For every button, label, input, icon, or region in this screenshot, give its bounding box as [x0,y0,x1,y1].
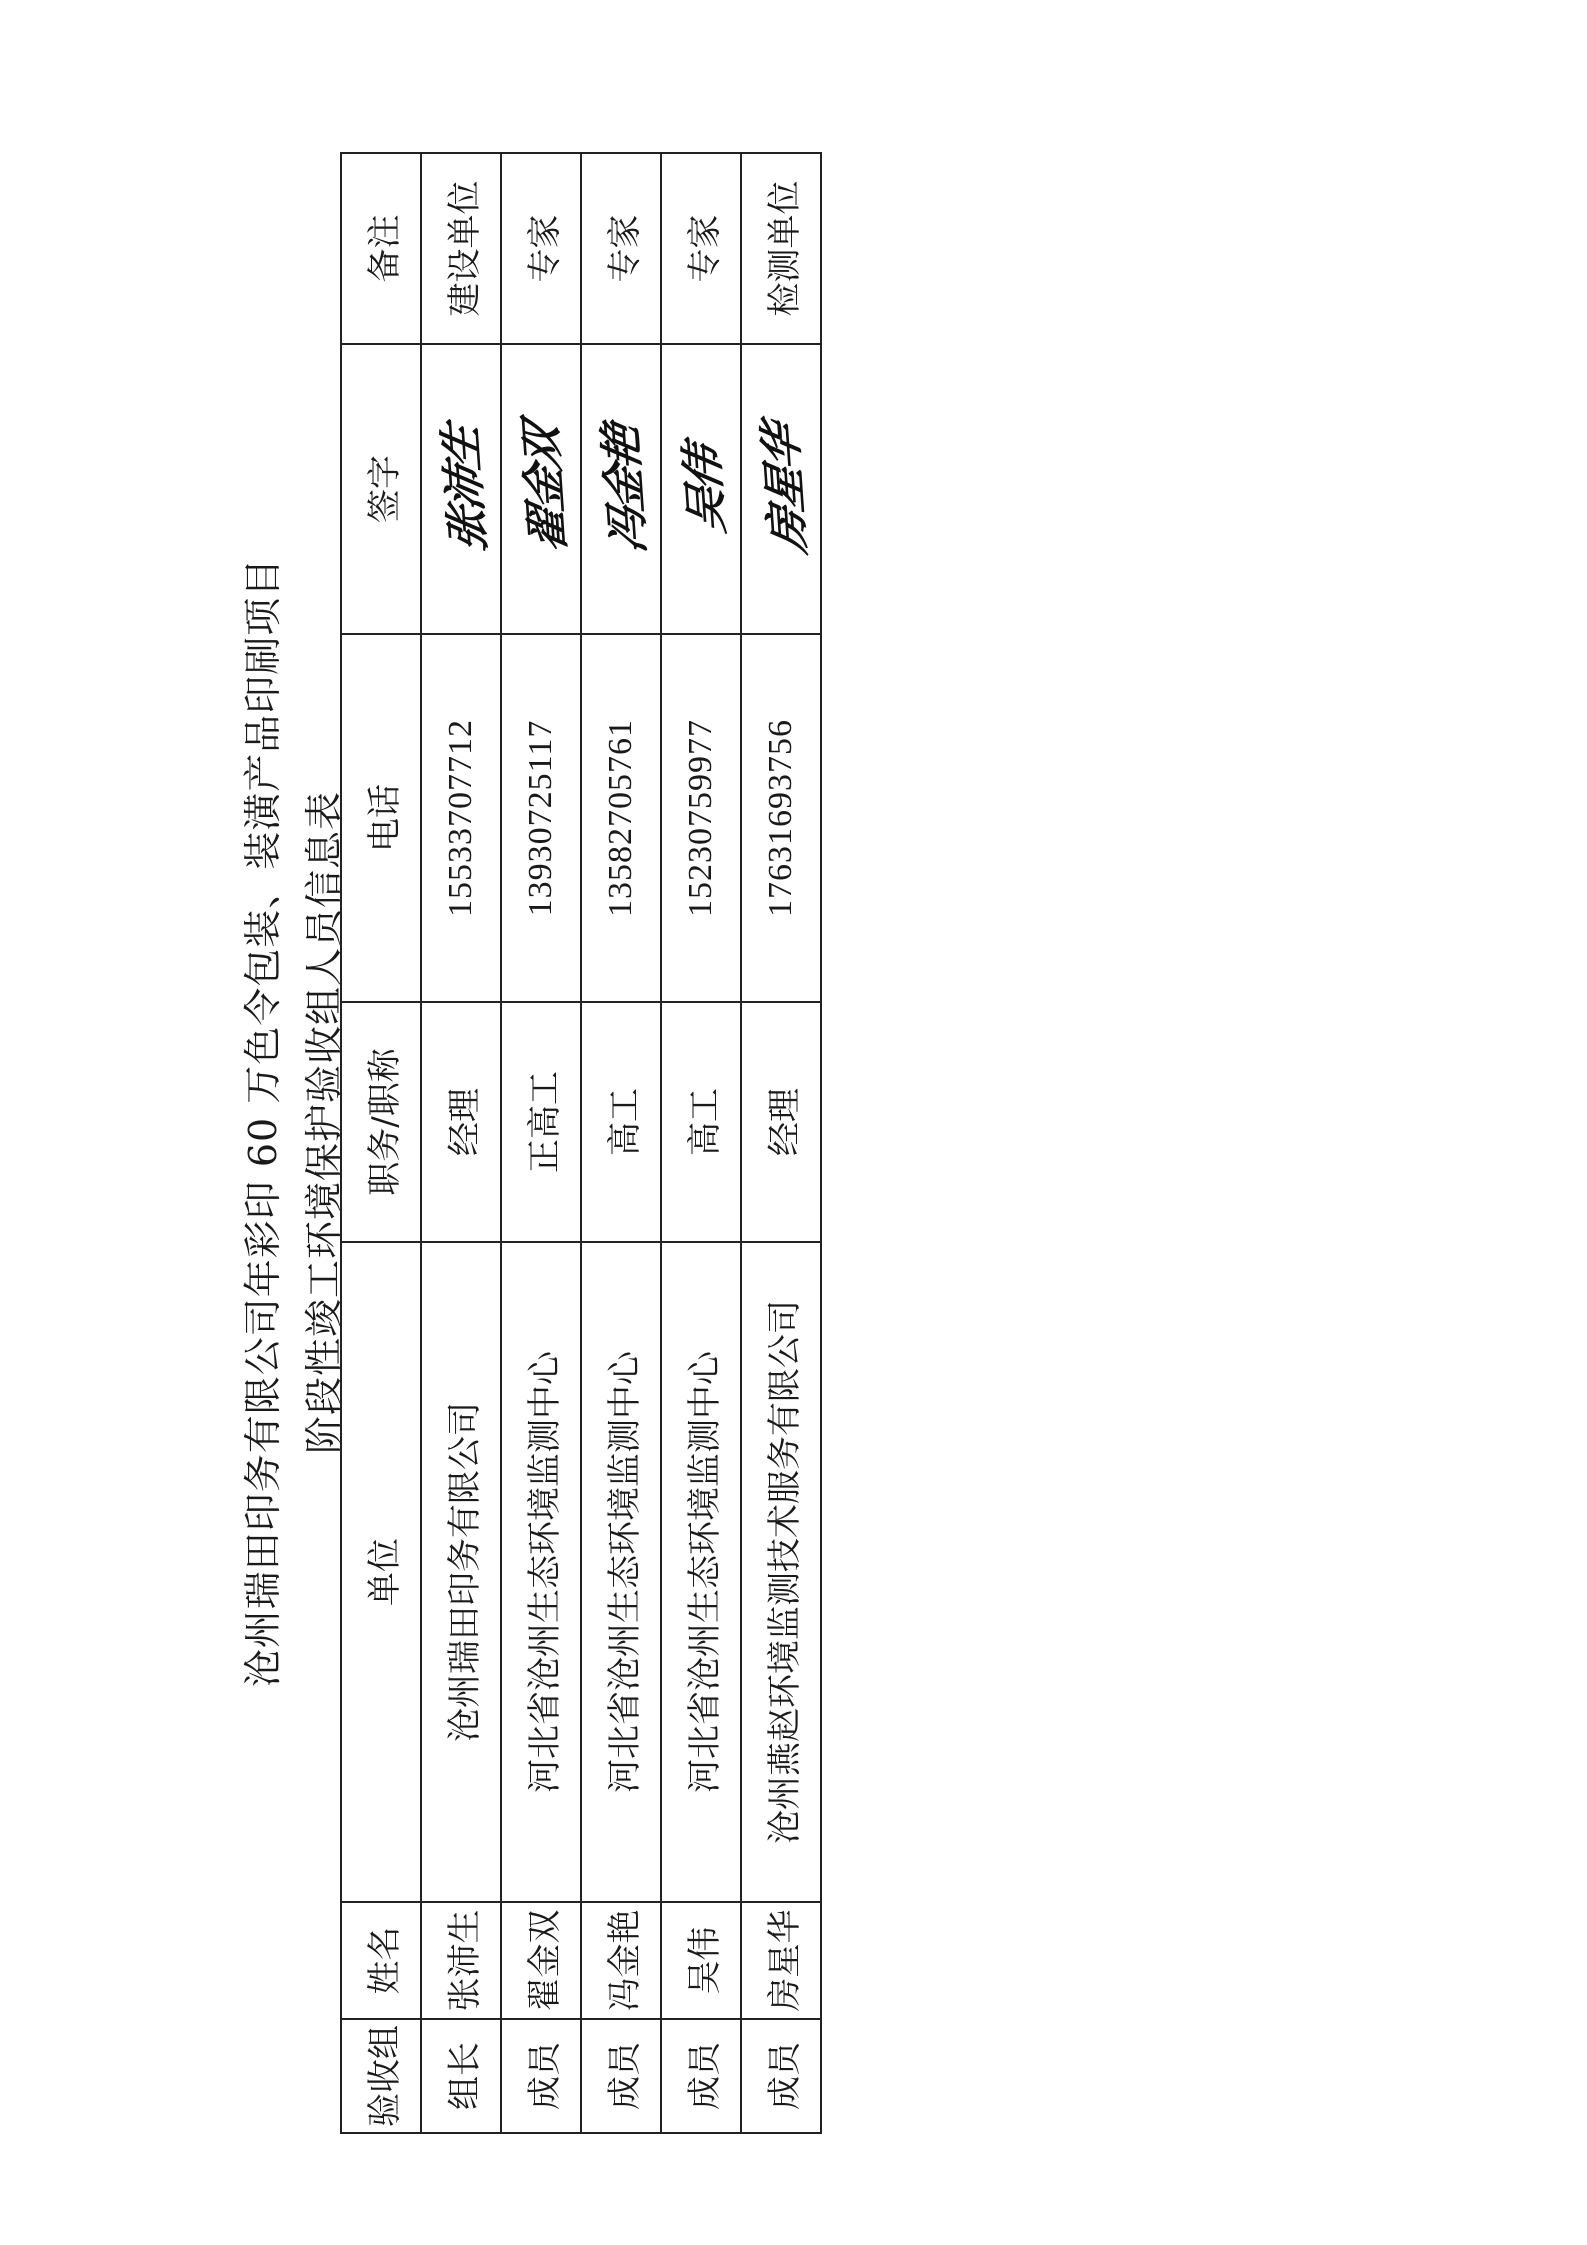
cell-group: 成员 [501,2019,581,2133]
header-signature: 签字 [341,344,421,634]
header-name: 姓名 [341,1902,421,2019]
cell-signature [581,344,661,634]
header-remark: 备注 [341,153,421,344]
handwritten-signature: 翟金双 [515,422,576,557]
cell-position: 高工 [581,1002,661,1242]
cell-phone: 15230759977 [661,634,741,1002]
cell-group: 成员 [741,2019,821,2133]
cell-unit: 沧州瑞田印务有限公司 [421,1242,501,1902]
handwritten-signature: 房星华 [755,422,816,557]
table-row [741,153,821,2133]
document-title-line1: 沧州瑞田印务有限公司年彩印 60 万色令包装、装潢产品印刷项目 [241,557,285,1688]
cell-name: 房星华 [741,1902,821,2019]
cell-phone: 15533707712 [421,634,501,1002]
cell-signature [501,344,581,634]
cell-remark: 专家 [501,153,581,344]
cell-unit: 沧州燕赵环境监测技术服务有限公司 [741,1242,821,1902]
cell-signature [661,344,741,634]
table-row [581,153,661,2133]
header-position: 职务/职称 [341,1002,421,1242]
cell-group: 成员 [661,2019,741,2133]
table-row [661,153,741,2133]
cell-remark: 建设单位 [421,153,501,344]
cell-name: 翟金双 [501,1902,581,2019]
handwritten-signature: 冯金艳 [595,422,656,557]
cell-position: 高工 [661,1002,741,1242]
cell-phone: 13930725117 [501,634,581,1002]
cell-group: 成员 [581,2019,661,2133]
handwritten-signature: 张沛生 [435,422,496,557]
table-row [421,153,501,2133]
cell-signature [741,344,821,634]
handwritten-signature: 吴伟 [677,443,734,536]
cell-remark: 专家 [661,153,741,344]
cell-phone: 13582705761 [581,634,661,1002]
cell-name: 吴伟 [661,1902,741,2019]
cell-group: 组长 [421,2019,501,2133]
cell-position: 经理 [741,1002,821,1242]
cell-position: 经理 [421,1002,501,1242]
cell-name: 冯金艳 [581,1902,661,2019]
cell-unit: 河北省沧州生态环境监测中心 [661,1242,741,1902]
cell-remark: 专家 [581,153,661,344]
cell-name: 张沛生 [421,1902,501,2019]
table-row [501,153,581,2133]
header-unit: 单位 [341,1242,421,1902]
personnel-table [340,152,822,2134]
header-phone: 电话 [341,634,421,1002]
table-header-row [341,153,421,2133]
cell-position: 正高工 [501,1002,581,1242]
cell-phone: 17631693756 [741,634,821,1002]
cell-unit: 河北省沧州生态环境监测中心 [501,1242,581,1902]
cell-remark: 检测单位 [741,153,821,344]
cell-signature [421,344,501,634]
cell-unit: 河北省沧州生态环境监测中心 [581,1242,661,1902]
header-group: 验收组 [341,2019,421,2133]
document-title-line2: 阶段性竣工环境保护验收组人员信息表 [302,791,346,1455]
